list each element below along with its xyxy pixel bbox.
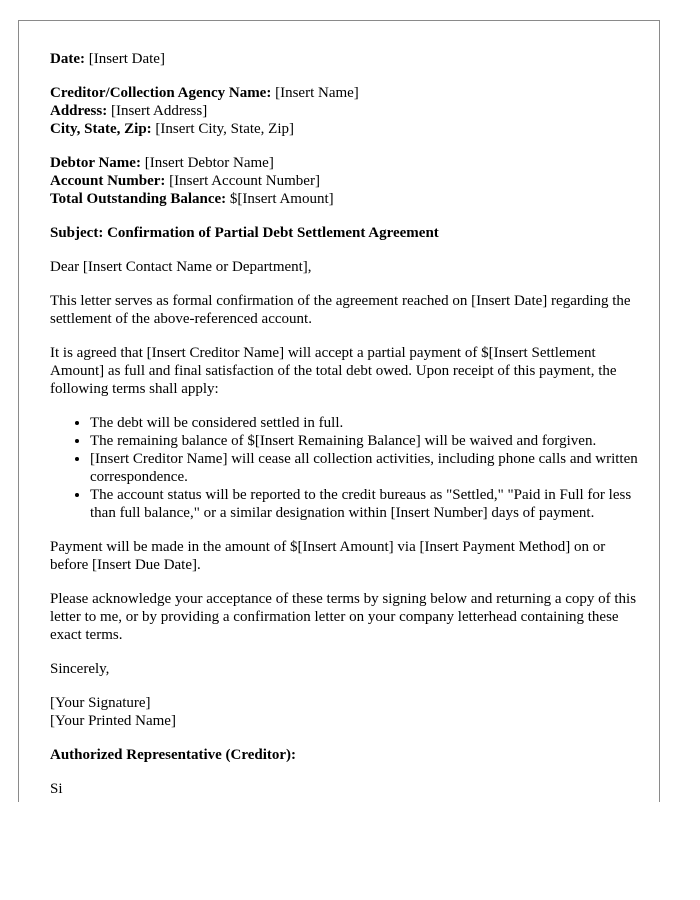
date-label: Date:: [50, 51, 85, 67]
creditor-address-value: [Insert Address]: [107, 103, 208, 119]
creditor-city-line: [50, 120, 642, 138]
paragraph-payment: Payment will be made in the amount of $[Insert Amount] via [Insert Payment Method] on or before [Insert Due Date].: [50, 539, 606, 573]
paragraph-settlement-terms: It is agreed that [Insert Creditor Name] will accept a partial payment of $[Insert Settlement Amount] as full and final satisfaction of the total debt owed. Upon receipt of this payment, the following terms shall apply:: [50, 345, 617, 397]
date-line: [50, 50, 642, 68]
creditor-address-line: [50, 102, 642, 120]
account-number-label: Account Number:: [50, 173, 166, 189]
terms-list: [50, 414, 642, 522]
letter-page: [18, 20, 660, 802]
term-item: • The remaining balance of $[Insert Remaining Balance] will be waived and forgiven.: [90, 432, 642, 450]
creditor-name-value: [Insert Name]: [271, 85, 359, 101]
account-number-line: [50, 172, 642, 190]
creditor-block: [50, 84, 642, 138]
authorized-heading-text: Authorized Representative (Creditor):: [50, 747, 297, 763]
debtor-block: [50, 154, 642, 208]
subject-line: [50, 224, 642, 242]
closing: Sincerely,: [50, 661, 110, 677]
creditor-address-label: Address:: [50, 103, 108, 119]
salutation: Dear [Insert Contact Name or Department],: [50, 259, 312, 275]
authorized-signature-line: Si: [50, 781, 63, 797]
balance-label: Total Outstanding Balance:: [50, 191, 227, 207]
debtor-name-value: [Insert Debtor Name]: [140, 155, 274, 171]
term-item: • The account status will be reported to the credit bureaus as "Settled," "Paid in Full for less than full balance," or a similar designation within [Insert Number] days of payment.: [90, 486, 642, 522]
paragraph-agreement-confirmation: This letter serves as formal confirmation of the agreement reached on [Insert Date] regarding the settlement of the above-referenced account.: [50, 293, 631, 327]
authorized-representative-heading: [50, 746, 642, 764]
date-value: [Insert Date]: [84, 51, 165, 67]
printed-name-line: [Your Printed Name]: [50, 713, 176, 729]
creditor-name-label: Creditor/Collection Agency Name:: [50, 85, 272, 101]
signature-line: [Your Signature]: [50, 695, 151, 711]
creditor-city-label: City, State, Zip:: [50, 121, 152, 137]
balance-value: $[Insert Amount]: [226, 191, 334, 207]
signature-block: [50, 694, 642, 730]
creditor-name-line: [50, 84, 642, 102]
account-number-value: [Insert Account Number]: [165, 173, 320, 189]
debtor-name-line: [50, 154, 642, 172]
debtor-name-label: Debtor Name:: [50, 155, 141, 171]
letter-content: [50, 50, 642, 802]
term-item: • The debt will be considered settled in full.: [90, 414, 642, 432]
balance-line: [50, 190, 642, 208]
paragraph-acknowledgement: Please acknowledge your acceptance of these terms by signing below and returning a copy of this letter to me, or by providing a confirmation letter on your company letterhead containing these exact terms.: [50, 591, 637, 643]
term-item: • [Insert Creditor Name] will cease all collection activities, including phone calls and written correspondence.: [90, 450, 642, 486]
creditor-city-value: [Insert City, State, Zip]: [151, 121, 295, 137]
subject-text: Subject: Confirmation of Partial Debt Settlement Agreement: [50, 225, 439, 241]
